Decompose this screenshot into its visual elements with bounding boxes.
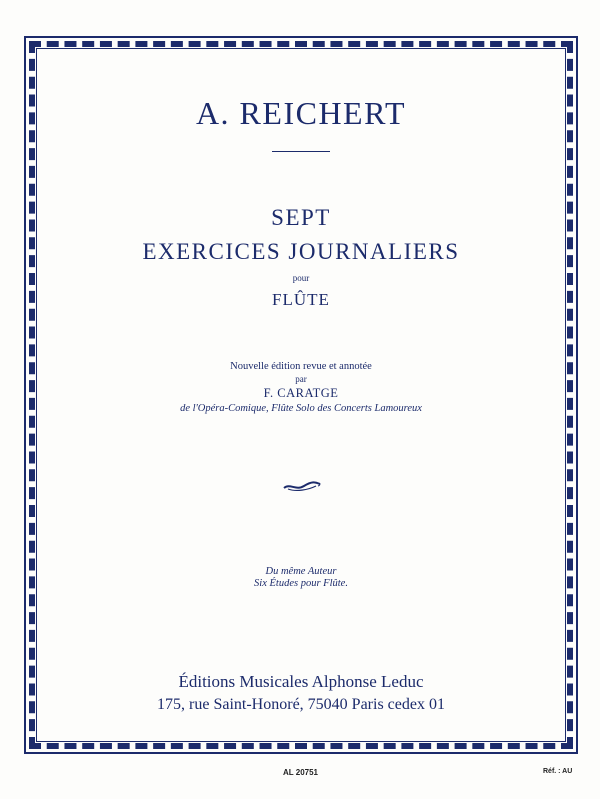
publisher-address: 175, rue Saint-Honoré, 75040 Paris cedex 01 bbox=[157, 696, 445, 713]
catalog-number: AL 20751 bbox=[283, 768, 318, 777]
flourish-ornament-icon bbox=[282, 478, 322, 494]
title-line-2: EXERCICES JOURNALIERS bbox=[142, 239, 460, 264]
reference-code: Réf. : AU bbox=[543, 768, 573, 775]
title-divider bbox=[272, 151, 330, 152]
same-author-heading: Du même Auteur bbox=[265, 566, 337, 577]
composer-name: A. REICHERT bbox=[195, 95, 407, 131]
edition-note: Nouvelle édition revue et annotée bbox=[230, 361, 372, 372]
publisher-name: Éditions Musicales Alphonse Leduc bbox=[178, 672, 424, 691]
pour-label: pour bbox=[292, 273, 310, 283]
editor-role: de l'Opéra-Comique, Flûte Solo des Concerts Lamoureux bbox=[180, 403, 422, 414]
editor-name: F. CARATGE bbox=[263, 386, 339, 400]
par-label: par bbox=[295, 374, 307, 384]
title-line-1: SEPT bbox=[271, 205, 331, 230]
instrument-name: FLÛTE bbox=[272, 290, 330, 309]
other-work-title: Six Études pour Flûte. bbox=[254, 578, 348, 589]
